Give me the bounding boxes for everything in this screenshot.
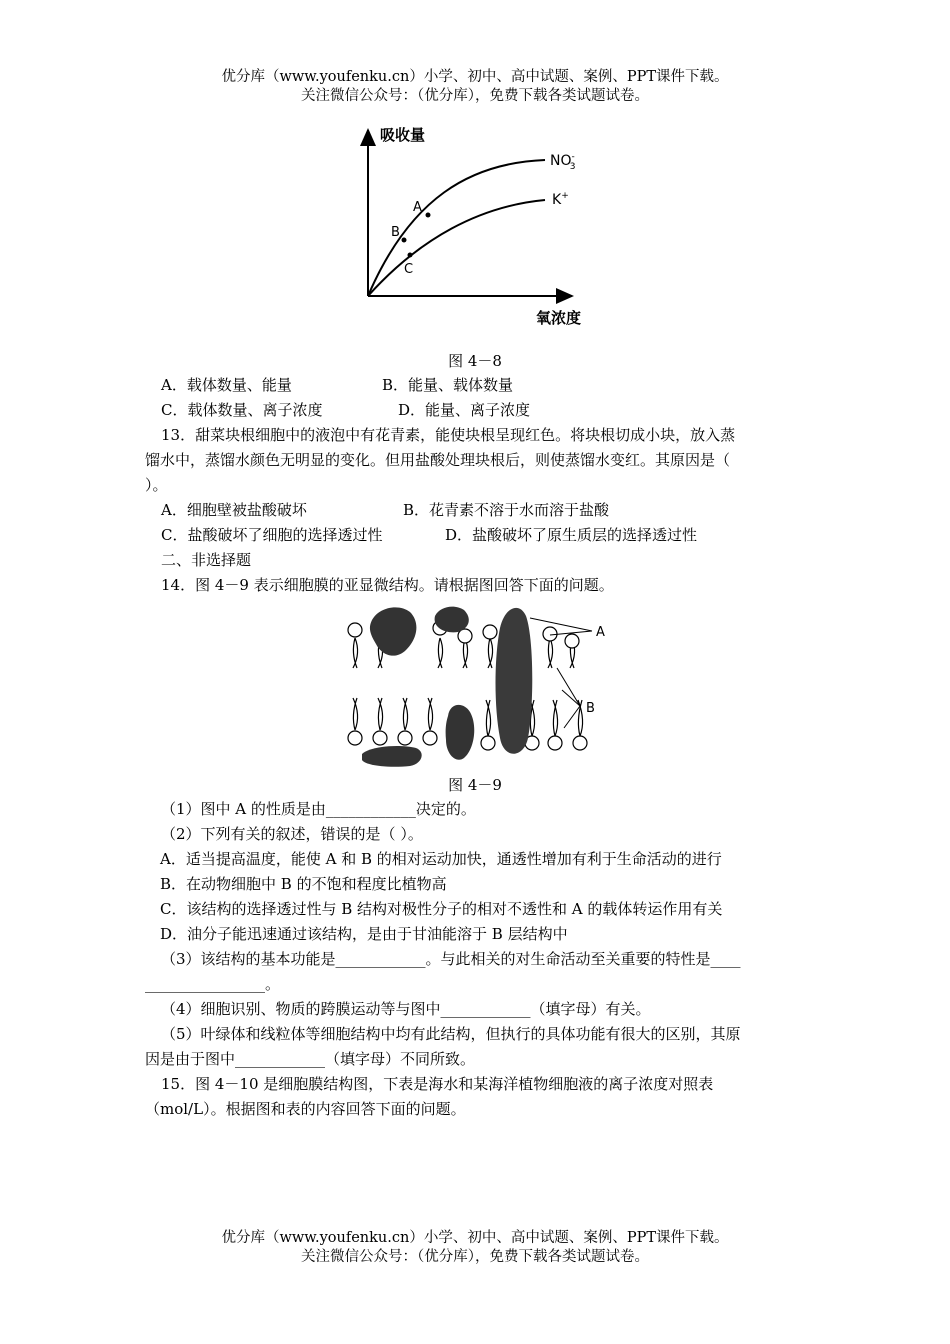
k-curve [368,200,545,296]
q12-option-d: D．能量、离子浓度 [398,401,531,419]
q14-sub-2-option-c: C．该结构的选择透过性与 B 结构对极性分子的相对不透性和 A 的载体转运作用有关 [160,900,723,918]
point-a-label: A [413,200,422,215]
q15-stem-1: 15．图 4－10 是细胞膜结构图，下表是海水和某海洋植物细胞液的离子浓度对照表 [161,1075,714,1093]
y-axis-label: 吸收量 [380,126,426,144]
q13-option-d: D．盐酸破坏了原生质层的选择透过性 [445,526,698,544]
q13-option-a: A．细胞壁被盐酸破坏 [161,501,307,519]
q12-option-c: C．载体数量、离子浓度 [161,401,323,419]
header-line-2: 关注微信公众号：（优分库），免费下载各类试题试卷。 [301,88,649,104]
figure-4-9 [340,598,620,768]
point-c-label: C [404,262,414,277]
protein-spanning [496,608,533,754]
q14-sub-3-line-2: ________________。 [145,975,281,993]
q14-sub-5-line-1: （5）叶绿体和线粒体等细胞结构中均有此结构，但执行的具体功能有很大的区别，其原 [161,1025,741,1043]
q14-sub-3-line-1: （3）该结构的基本功能是____________。与此相关的对生命活动至关重要的特性是____ [161,950,741,968]
protein-top-left [370,607,416,655]
q13-option-c: C．盐酸破坏了细胞的选择透过性 [161,526,383,544]
q12-option-a: A．载体数量、能量 [161,376,292,394]
q13-stem-1: 13．甜菜块根细胞中的液泡中有花青素，能使块根呈现红色。将块根切成小块，放入蒸 [161,426,736,444]
protein-bottom-left [362,746,422,767]
no3-label: NO-3 [550,152,576,172]
label-a: A [596,625,605,640]
figure-4-8-caption: 图 4－8 [448,352,502,370]
point-c-dot [408,253,413,258]
figure-4-9-caption: 图 4－9 [448,776,502,794]
label-b: B [586,701,595,716]
figure-4-8 [340,118,620,333]
q14-sub-2-option-d: D．油分子能迅速通过该结构，是由于甘油能溶于 B 层结构中 [160,925,568,943]
x-axis-label: 氧浓度 [536,309,582,327]
point-b-dot [402,238,407,243]
q12-option-b: B．能量、载体数量 [382,376,514,394]
header-line-1: 优分库（www.youfenku.cn）小学、初中、高中试题、案例、PPT课件下载。 [221,69,729,85]
q13-stem-3: ）。 [145,476,168,494]
q14-sub-2-option-a: A．适当提高温度，能使 A 和 B 的相对运动加快，通透性增加有利于生命活动的进行 [160,850,722,868]
section-heading: 二、非选择题 [161,551,252,569]
q13-stem-2: 馏水中，蒸馏水颜色无明显的变化。但用盐酸处理块根后，则使蒸馏水变红。其原因是（ [145,451,731,469]
point-b-label: B [391,225,400,240]
q15-stem-2: （mol/L）。根据图和表的内容回答下面的问题。 [145,1100,466,1118]
q14-sub-1: （1）图中 A 的性质是由____________决定的。 [161,800,476,818]
q14-sub-4: （4）细胞识别、物质的跨膜运动等与图中____________（填字母）有关。 [161,1000,651,1018]
point-a-dot [426,213,431,218]
footer-line-1: 优分库（www.youfenku.cn）小学、初中、高中试题、案例、PPT课件下载。 [221,1230,729,1246]
k-label: K+ [552,191,569,208]
q14-sub-2-option-b: B．在动物细胞中 B 的不饱和程度比植物高 [160,875,447,893]
q14-sub-5-line-2: 因是由于图中____________（填字母）不同所致。 [145,1050,476,1068]
q13-option-b: B．花青素不溶于水而溶于盐酸 [403,501,610,519]
footer-line-2: 关注微信公众号：（优分库），免费下载各类试题试卷。 [301,1249,649,1265]
q14-sub-2: （2）下列有关的叙述，错误的是（ ）。 [161,825,423,843]
q14-intro: 14．图 4－9 表示细胞膜的亚显微结构。请根据图回答下面的问题。 [161,576,614,594]
protein-bottom-mid [446,705,475,760]
